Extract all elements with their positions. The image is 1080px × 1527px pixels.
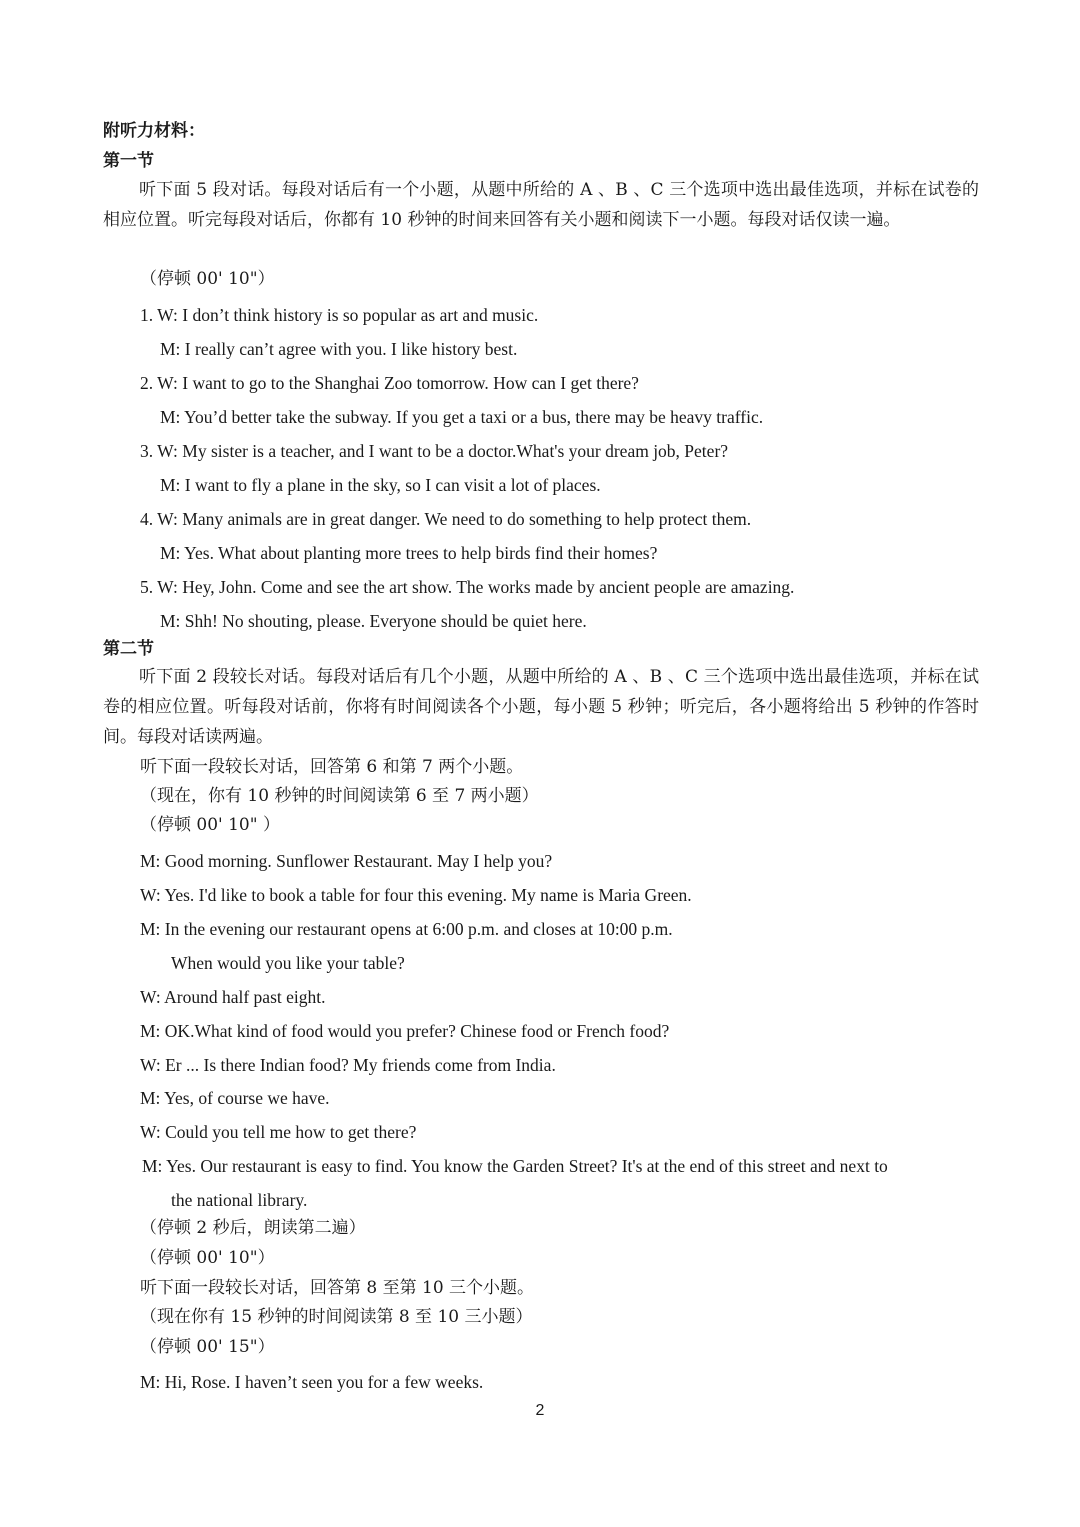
repeat-pause: （停顿 2 秒后，朗读第二遍）: [140, 1218, 366, 1238]
dialogue-line: 2. W: I want to go to the Shanghai Zoo tomorrow. How can I get there?: [140, 373, 639, 393]
repeat-pause-2: （停顿 00' 10"）: [140, 1248, 275, 1268]
document-title: 附听力材料：: [103, 121, 205, 141]
conversation-line: M: OK.What kind of food would you prefer? Chinese food or French food?: [140, 1021, 670, 1041]
dialogue-line: M: I want to fly a plane in the sky, so I can visit a lot of places.: [160, 475, 601, 495]
part1-pause: （停顿 00' 10" ）: [140, 815, 280, 835]
conversation-line: W: Yes. I'd like to book a table for four this evening. My name is Maria Green.: [140, 885, 692, 905]
dialogue-line: M: I really can’t agree with you. I like history best.: [160, 339, 518, 359]
conversation-line: M: Hi, Rose. I haven’t seen you for a few weeks.: [140, 1372, 484, 1392]
dialogue-line: M: Yes. What about planting more trees to help birds find their homes?: [160, 543, 658, 563]
conversation-line: the national library.: [171, 1190, 308, 1210]
part2-intro: 听下面一段较长对话，回答第 8 至第 10 三个小题。: [140, 1278, 535, 1298]
conversation-line: W: Could you tell me how to get there?: [140, 1122, 417, 1142]
dialogue-line: 4. W: Many animals are in great danger. We need to do something to help protect them.: [140, 509, 752, 529]
section1-heading: 第一节: [103, 151, 154, 171]
dialogue-line: 3. W: My sister is a teacher, and I want to be a doctor.What's your dream job, Peter?: [140, 441, 729, 461]
dialogue-line: 5. W: Hey, John. Come and see the art show. The works made by ancient people are amazing.: [140, 577, 795, 597]
part1-intro: 听下面一段较长对话，回答第 6 和第 7 两个小题。: [140, 757, 524, 777]
dialogue-line: 1. W: I don’t think history is so popular as art and music.: [140, 305, 539, 325]
conversation-line: M: In the evening our restaurant opens at 6:00 p.m. and closes at 10:00 p.m.: [140, 919, 673, 939]
dialogue-line: M: Shh! No shouting, please. Everyone should be quiet here.: [160, 611, 587, 631]
section2-heading: 第二节: [103, 639, 154, 659]
conversation-line: When would you like your table?: [171, 953, 405, 973]
section2-instructions: 听下面 2 段较长对话。每段对话后有几个小题，从题中所给的 A 、B 、C 三个选项中选出最佳选项，并标在试卷的相应位置。听每段对话前，你将有时间阅读各个小题，每小题 5 秒钟；听完后，各小题将给出 5 秒钟的作答时间。每段对话读两遍。: [103, 667, 979, 747]
section1-instructions: 听下面 5 段对话。每段对话后有一个小题，从题中所给的 A 、B 、C 三个选项中选出最佳选项，并标在试卷的相应位置。听完每段对话后，你都有 10 秒钟的时间来回答有关小题和阅读下一小题。每段对话仅读一遍。: [103, 180, 979, 230]
part2-pause: （停顿 00' 15"）: [140, 1337, 275, 1357]
conversation-line: M: Yes, of course we have.: [140, 1088, 330, 1108]
part2-reading-time: （现在你有 15 秒钟的时间阅读第 8 至 10 三小题）: [140, 1307, 533, 1327]
section1-pause: （停顿 00' 10"）: [140, 269, 275, 289]
conversation-line: M: Yes. Our restaurant is easy to find. You know the Garden Street? It's at the end of this street and next to: [142, 1156, 888, 1176]
part1-reading-time: （现在，你有 10 秒钟的时间阅读第 6 至 7 两小题）: [140, 786, 539, 806]
dialogue-line: M: You’d better take the subway. If you get a taxi or a bus, there may be heavy traffic.: [160, 407, 764, 427]
page-number: 2: [535, 1402, 545, 1419]
conversation-line: W: Around half past eight.: [140, 987, 326, 1007]
conversation-line: M: Good morning. Sunflower Restaurant. May I help you?: [140, 851, 553, 871]
conversation-line: W: Er ... Is there Indian food? My friends come from India.: [140, 1055, 556, 1075]
